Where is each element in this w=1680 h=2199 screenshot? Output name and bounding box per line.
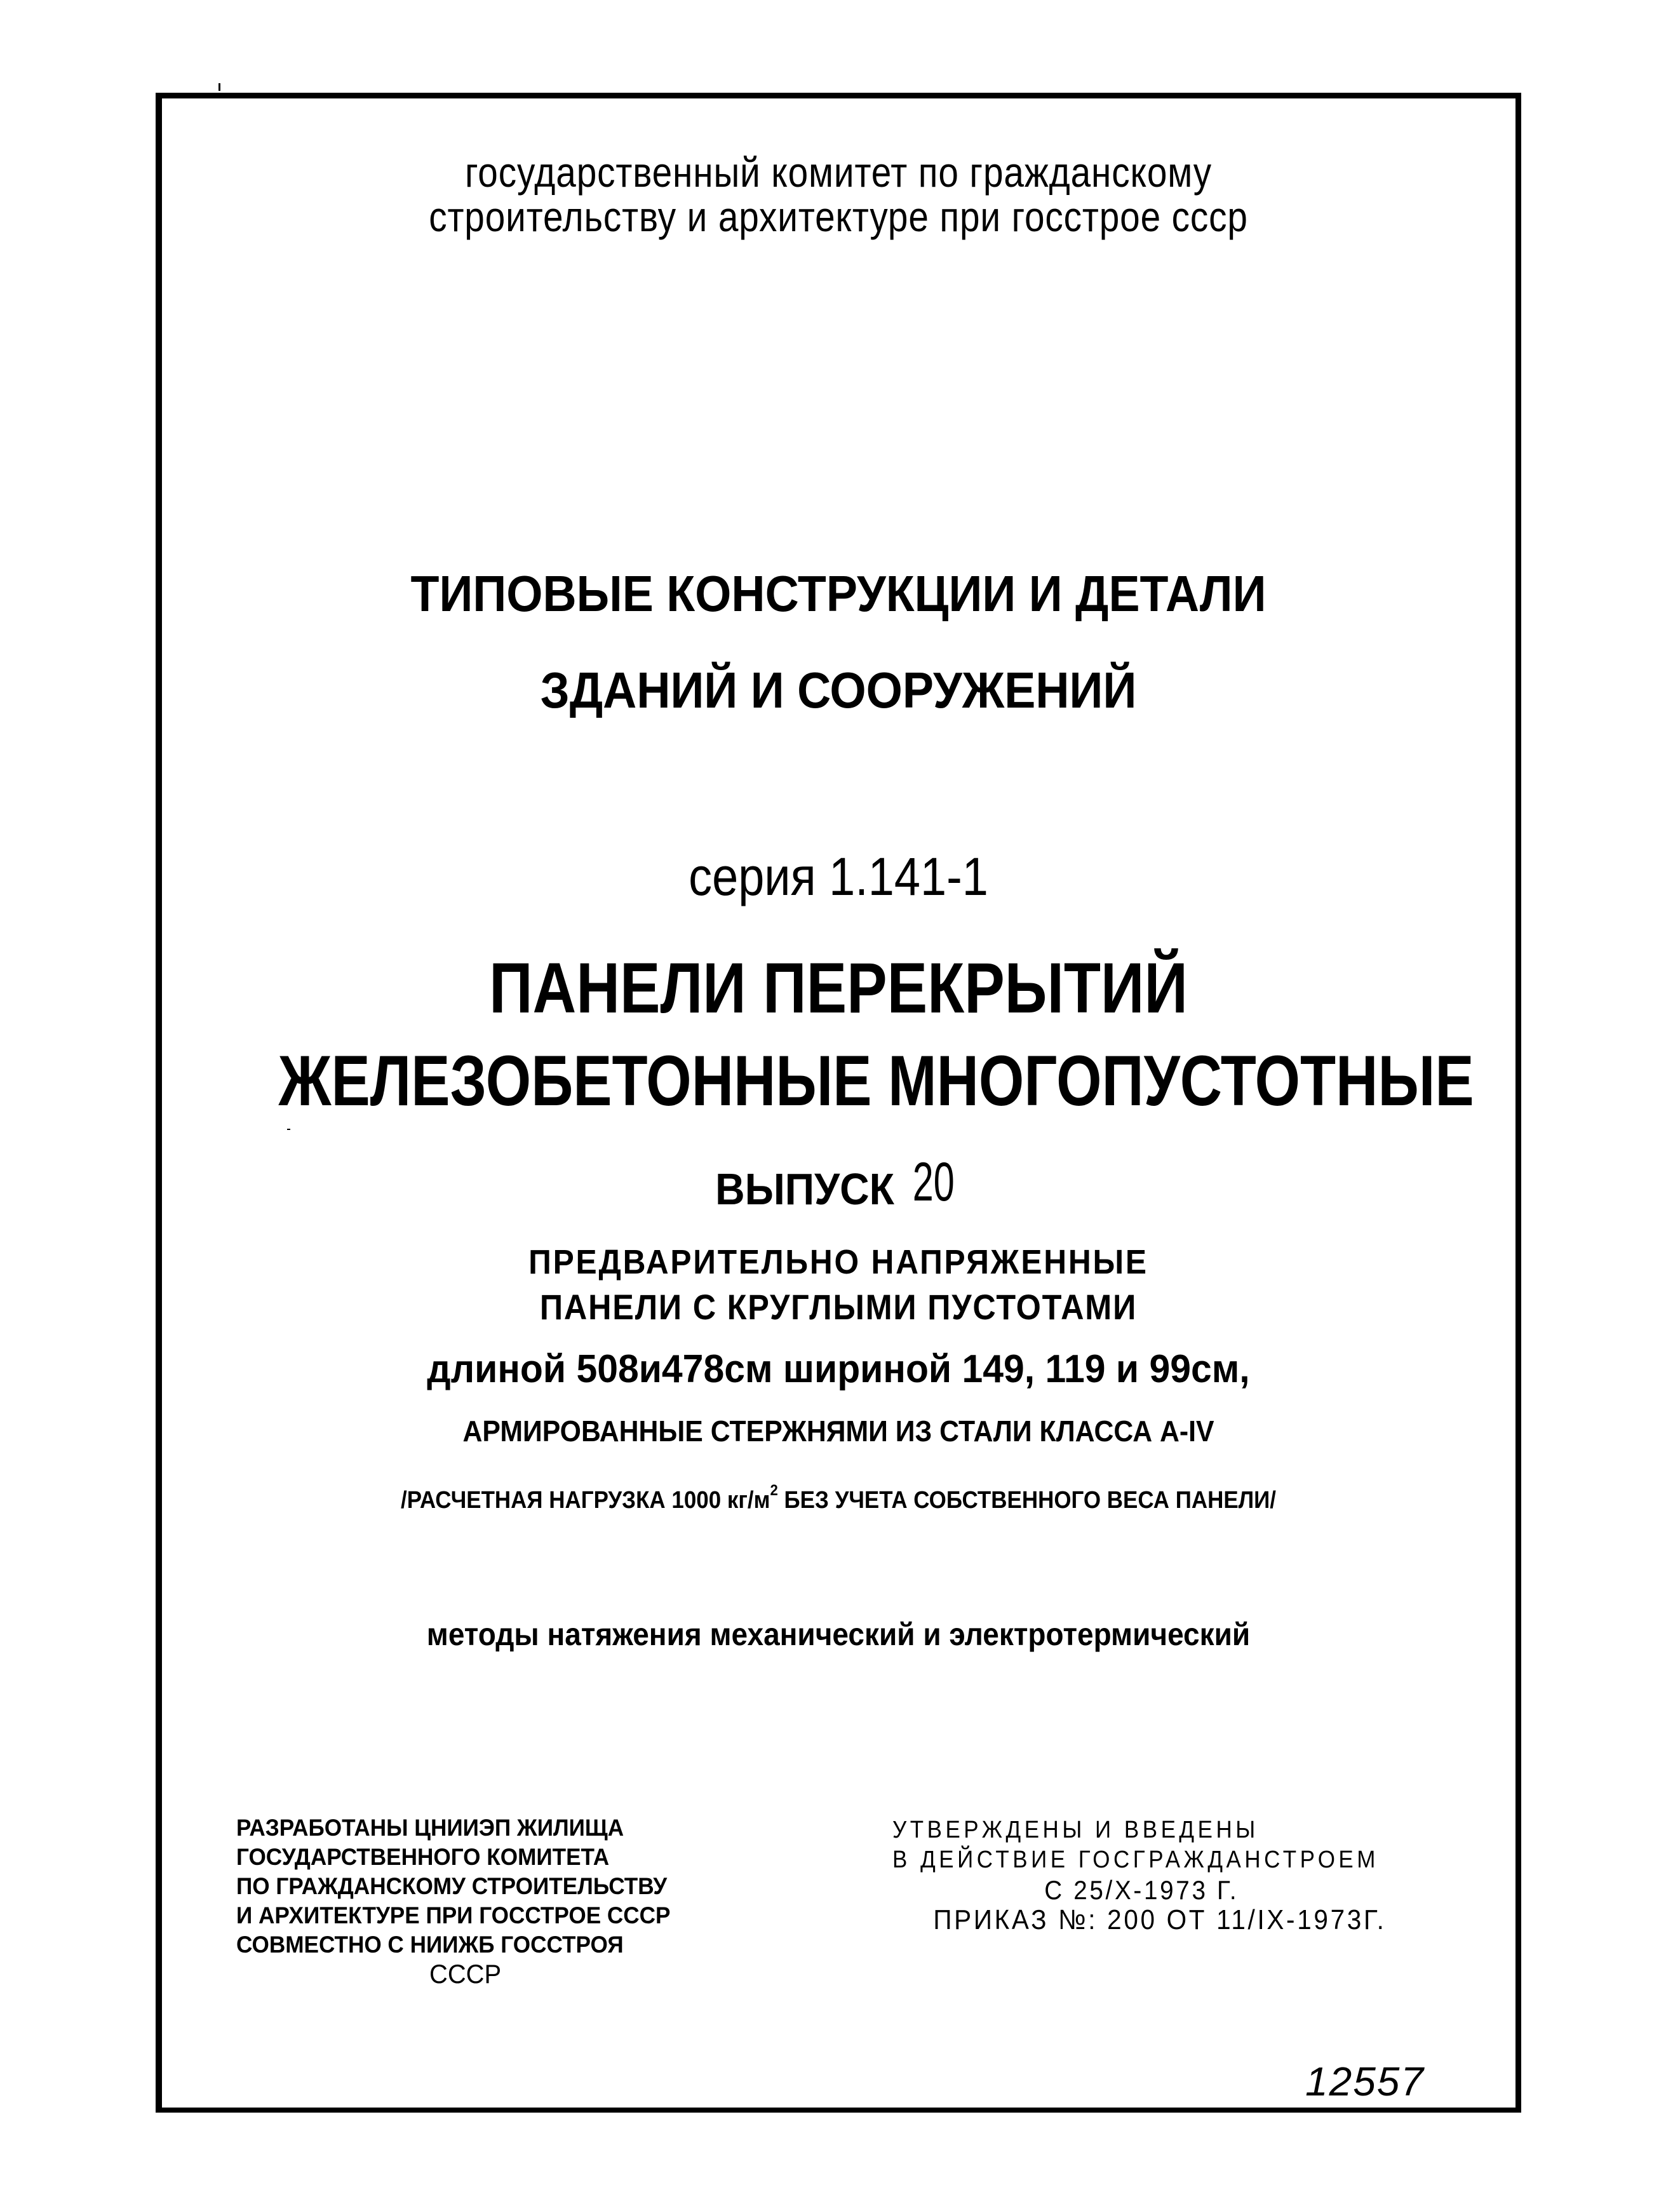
developer-line: ГОСУДАРСТВЕННОГО КОМИТЕТА <box>236 1844 610 1870</box>
header-committee-line-1: государственный комитет по гражданскому <box>464 149 1213 196</box>
description-design-load <box>210 1483 1467 1512</box>
collection-title-line-1: ТИПОВЫЕ КОНСТРУКЦИИ И ДЕТАЛИ <box>410 565 1267 622</box>
description-line-1: ПРЕДВАРИТЕЛЬНО НАПРЯЖЕННЫЕ <box>528 1243 1148 1281</box>
design-load-superscript: 2 <box>770 1482 778 1499</box>
document-heading-line-1: ПАНЕЛИ ПЕРЕКРЫТИЙ <box>489 948 1188 1028</box>
series-label: серия <box>689 847 816 906</box>
developer-line: ПО ГРАЖДАНСКОМУ СТРОИТЕЛЬСТВУ <box>236 1873 668 1899</box>
developer-line: СССР <box>429 1959 502 1989</box>
approval-order-number: ПРИКАЗ №: 200 ОТ 11/IX-1973Г. <box>933 1904 1387 1935</box>
issue-designation <box>210 1152 1467 1214</box>
approval-block <box>892 1815 1502 1935</box>
tensioning-methods: методы натяжения механический и электротермический <box>426 1617 1251 1652</box>
issue-number: 20 <box>912 1152 955 1213</box>
approval-line: УТВЕРЖДЕНЫ И ВВЕДЕНЫ <box>892 1817 1259 1843</box>
developer-line: СОВМЕСТНО С НИИЖБ ГОССТРОЯ <box>236 1932 624 1958</box>
description-reinforcement: АРМИРОВАННЫЕ СТЕРЖНЯМИ ИЗ СТАЛИ КЛАССА А-IV <box>462 1415 1214 1448</box>
approval-effective-date: С 25/X-1973 Г. <box>1044 1875 1239 1905</box>
developer-line: И АРХИТЕКТУРЕ ПРИ ГОССТРОЕ СССР <box>236 1902 671 1928</box>
scan-speck <box>218 83 220 91</box>
series-designation <box>238 847 1439 906</box>
header-committee-line-2: строительству и архитектуре при госстрое ссср <box>429 193 1248 240</box>
design-load-prefix: /РАСЧЕТНАЯ НАГРУЗКА 1000 кг/м <box>400 1487 770 1514</box>
description-dimensions: длиной 508и478см шириной 149, 119 и 99см, <box>427 1347 1250 1391</box>
document-heading-line-2: ЖЕЛЕЗОБЕТОННЫЕ МНОГОПУСТОТНЫЕ <box>278 1041 1474 1120</box>
archive-number: 12557 <box>1305 2059 1425 2104</box>
description-line-2: ПАНЕЛИ С КРУГЛЫМИ ПУСТОТАМИ <box>539 1287 1138 1327</box>
scan-speck <box>287 1129 290 1130</box>
design-load-suffix: БЕЗ УЧЕТА СОБСТВЕННОГО ВЕСА ПАНЕЛИ/ <box>777 1487 1277 1514</box>
approval-line: В ДЕЙСТВИЕ ГОСГРАЖДАНСТРОЕМ <box>892 1846 1379 1873</box>
developer-block <box>236 1813 808 1989</box>
collection-title-line-2: ЗДАНИЙ И СООРУЖЕНИЙ <box>540 662 1137 718</box>
series-number: 1.141-1 <box>829 847 988 906</box>
developer-line: РАЗРАБОТАНЫ ЦНИИЭП ЖИЛИЩА <box>236 1815 624 1841</box>
issue-label: ВЫПУСК <box>715 1164 894 1214</box>
